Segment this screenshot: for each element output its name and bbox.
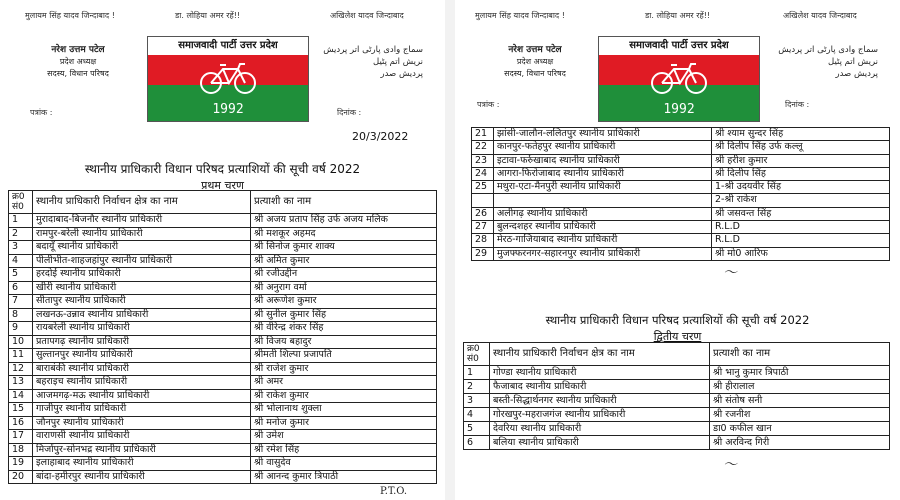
constituency-cell: आजमगढ़-मऊ स्थानीय प्राधिकारी [33,389,251,403]
party-flag-logo [598,36,760,122]
dinank-label: दिनांक : [785,100,810,109]
constituency-cell: मेरठ-गाजियाबाद स्थानीय प्राधिकारी [494,234,712,247]
constituency-cell: कानपुर-फतेहपुर स्थानीय प्राधिकारी [494,141,712,154]
table-row [9,443,437,457]
table-row [9,403,437,417]
candidate-cell: श्री विजय बहादुर [251,335,437,349]
col-constituency: स्थानीय प्राधिकारी निर्वाचन क्षेत्र का नाम [490,343,710,366]
constituency-cell: आगरा-फिरोजाबाद स्थानीय प्राधिकारी [494,167,712,180]
candidate-cell: श्री हरीश कुमार [712,154,890,167]
serial-cell: 25 [472,181,494,194]
table-row [9,295,437,309]
serial-cell: 8 [9,308,33,322]
slogan-left: मुलायम सिंह यादव जिन्दाबाद ! [475,11,565,20]
serial-cell [472,194,494,207]
serial-cell: 24 [472,167,494,180]
slogan-center: डा. लोहिया अमर रहें!! [175,11,241,20]
serial-cell: 26 [472,207,494,220]
table-row [9,335,437,349]
president-member: सदस्य, विधान परिषद [47,69,109,78]
constituency-cell: गाजीपुर स्थानीय प्राधिकारी [33,403,251,417]
flag-title: समाजवादी पार्टी उत्तर प्रदेश [148,39,308,53]
candidate-table-phase-2 [463,342,890,450]
president-role: प्रदेश अध्यक्ष [59,57,97,66]
table-row [9,281,437,295]
candidate-cell: श्री सिनोज कुमार शाक्य [251,241,437,255]
table-row [472,128,890,141]
phase-heading-2: द्वितीय चरण [653,330,702,343]
serial-cell: 6 [9,281,33,295]
col-candidate: प्रत्याशी का नाम [251,191,437,214]
signature-bottom: 〜 [723,457,737,473]
candidate-cell: श्री रमेश सिंह [251,443,437,457]
table-row [464,394,890,408]
flag-title: समाजवादी पार्टी उत्तर प्रदेश [599,39,759,53]
serial-cell: 7 [9,295,33,309]
constituency-cell: सीतापुर स्थानीय प्राधिकारी [33,295,251,309]
dinank-label: दिनांक : [337,108,362,117]
serial-cell: 4 [9,254,33,268]
candidate-cell: श्रीमती शिल्पा प्रजापति [251,349,437,363]
serial-cell: 18 [9,443,33,457]
constituency-cell: पीलीभीत-शाहजहांपुर स्थानीय प्राधिकारी [33,254,251,268]
candidate-cell: श्री वासुदेव [251,457,437,471]
constituency-cell: सुल्तानपुर स्थानीय प्राधिकारी [33,349,251,363]
serial-cell: 12 [9,362,33,376]
letterhead-right [318,44,423,80]
urdu-line-1: سماج وادی پارٹی اتر پردیش [778,45,878,55]
serial-cell: 29 [472,247,494,260]
serial-cell: 3 [464,394,490,408]
phase-heading: प्रथम चरण [201,179,244,192]
table-row [9,389,437,403]
table-row [9,308,437,322]
candidate-cell: श्री मनोज कुमार [251,416,437,430]
candidate-cell: श्री रजीउद्दीन [251,268,437,282]
table-row [472,154,890,167]
col-serial: क्र0 सं0 [9,191,33,214]
constituency-cell: झांसी-जालौन-ललितपुर स्थानीय प्राधिकारी [494,128,712,141]
constituency-cell: बहराइच स्थानीय प्राधिकारी [33,376,251,390]
urdu-line-3: پردیش صدر [380,69,423,79]
slogan-center: डा. लोहिया अमर रहें!! [645,11,711,20]
constituency-cell [494,194,712,207]
candidate-cell: श्री वीरेन्द्र शंकर सिंह [251,322,437,336]
serial-cell: 20 [9,470,33,484]
list-title: स्थानीय प्राधिकारी विधान परिषद प्रत्याशियों की सूची वर्ष 2022 [84,162,361,176]
table-row [9,241,437,255]
col-constituency: स्थानीय प्राधिकारी निर्वाचन क्षेत्र का नाम [33,191,251,214]
serial-cell: 5 [464,422,490,436]
constituency-cell: फैजाबाद स्थानीय प्राधिकारी [490,380,710,394]
serial-cell: 22 [472,141,494,154]
constituency-cell: मिर्जापुर-सोनभद्र स्थानीय प्राधिकारी [33,443,251,457]
candidate-cell: श्री मो0 आरिफ [712,247,890,260]
serial-cell: 28 [472,234,494,247]
table-row [9,457,437,471]
president-name: नरेश उत्तम पटेल [51,45,105,55]
serial-cell: 1 [9,214,33,228]
table-row [464,366,890,380]
candidate-cell: श्री अमित कुमार [251,254,437,268]
pto-note: P.T.O. [380,486,408,497]
constituency-cell: बांदा-हमीरपुर स्थानीय प्राधिकारी [33,470,251,484]
serial-cell: 15 [9,403,33,417]
constituency-cell: बदायूँ स्थानीय प्राधिकारी [33,241,251,255]
candidate-cell: श्री उमेश [251,430,437,444]
serial-cell: 16 [9,416,33,430]
serial-cell: 1 [464,366,490,380]
candidate-cell: श्री राजेश कुमार [251,362,437,376]
bicycle-icon [649,61,709,95]
candidate-cell: श्री अमर [251,376,437,390]
urdu-line-2: نریش اتم پٹیل [828,57,878,67]
serial-cell: 13 [9,376,33,390]
candidate-cell: श्री सुनील कुमार सिंह [251,308,437,322]
col-serial: क्र0 सं0 [464,343,490,366]
candidate-cell: श्री संतोष सनी [710,394,890,408]
candidate-cell: श्री मशकूर अहमद [251,227,437,241]
constituency-cell: लखनऊ-उन्नाव स्थानीय प्राधिकारी [33,308,251,322]
constituency-cell: मुजफ्फरनगर-सहारनपुर स्थानीय प्राधिकारी [494,247,712,260]
constituency-cell: खीरी स्थानीय प्राधिकारी [33,281,251,295]
list-title-phase-2: स्थानीय प्राधिकारी विधान परिषद प्रत्याशियों की सूची वर्ष 2022 [545,313,810,327]
constituency-cell: बलिया स्थानीय प्राधिकारी [490,436,710,450]
candidate-table-phase-1 [8,190,437,484]
candidate-cell: श्री दिलीप सिंह उर्फ कल्लू [712,141,890,154]
letterhead-right [773,44,878,80]
table-row [472,207,890,220]
serial-cell: 6 [464,436,490,450]
table-row [9,376,437,390]
table-row [472,141,890,154]
serial-cell: 14 [9,389,33,403]
serial-cell: 2 [9,227,33,241]
document-date: 20/3/2022 [352,130,409,143]
document-page-right [455,0,900,500]
table-row [472,234,890,247]
table-header-row [464,343,890,366]
constituency-cell: बाराबंकी स्थानीय प्राधिकारी [33,362,251,376]
serial-cell: 2 [464,380,490,394]
urdu-line-3: پردیش صدر [835,69,878,79]
slogan-right: अखिलेश यादव जिन्दाबाद [330,11,404,20]
serial-cell: 17 [9,430,33,444]
constituency-cell: इटावा-फर्रुखाबाद स्थानीय प्राधिकारी [494,154,712,167]
table-row [9,214,437,228]
col-candidate: प्रत्याशी का नाम [710,343,890,366]
serial-cell: 27 [472,221,494,234]
table-row [472,194,890,207]
table-row [9,322,437,336]
urdu-line-2: نریش اتم پٹیل [373,57,423,67]
constituency-cell: जौनपुर स्थानीय प्राधिकारी [33,416,251,430]
slogan-right: अखिलेश यादव जिन्दाबाद [783,11,857,20]
letterhead-left [485,44,585,80]
constituency-cell: रायबरेली स्थानीय प्राधिकारी [33,322,251,336]
table-row [9,268,437,282]
constituency-cell: वाराणसी स्थानीय प्राधिकारी [33,430,251,444]
constituency-cell: प्रतापगढ़ स्थानीय प्राधिकारी [33,335,251,349]
candidate-cell: श्री राकेश कुमार [251,389,437,403]
constituency-cell: गोण्डा स्थानीय प्राधिकारी [490,366,710,380]
constituency-cell: मथुरा-एटा-मैनपुरी स्थानीय प्राधिकारी [494,181,712,194]
candidate-cell: 1-श्री उदयवीर सिंह [712,181,890,194]
candidate-cell: श्री श्याम सुन्दर सिंह [712,128,890,141]
candidate-cell: श्री अरविन्द गिरी [710,436,890,450]
candidate-table-phase-1-continued [471,127,890,261]
constituency-cell: देवरिया स्थानीय प्राधिकारी [490,422,710,436]
constituency-cell: मुरादाबाद-बिजनौर स्थानीय प्राधिकारी [33,214,251,228]
slogan-left: मुलायम सिंह यादव जिन्दाबाद ! [25,11,115,20]
table-row [9,254,437,268]
candidate-cell: श्री आनन्द कुमार त्रिपाठी [251,470,437,484]
candidate-cell: R.L.D [712,234,890,247]
flag-year: 1992 [212,102,244,117]
serial-cell: 5 [9,268,33,282]
table-row [464,380,890,394]
table-row [472,247,890,260]
constituency-cell: अलीगढ़ स्थानीय प्राधिकारी [494,207,712,220]
candidate-cell: श्री अनुराग वर्मा [251,281,437,295]
candidate-cell: 2-श्री राकेश [712,194,890,207]
candidate-cell: श्री भोलानाथ शुक्ला [251,403,437,417]
candidate-cell: श्री हीरालाल [710,380,890,394]
candidate-cell: श्री अरूणेश कुमार [251,295,437,309]
table-row [472,221,890,234]
serial-cell: 10 [9,335,33,349]
table-row [464,422,890,436]
constituency-cell: हरदोई स्थानीय प्राधिकारी [33,268,251,282]
president-member: सदस्य, विधान परिषद [504,69,566,78]
president-role: प्रदेश अध्यक्ष [516,57,554,66]
bicycle-icon [198,61,258,95]
table-row [464,436,890,450]
flag-year: 1992 [663,102,695,117]
candidate-cell: श्री दिलीप सिंह [712,167,890,180]
table-header-row [9,191,437,214]
serial-cell: 11 [9,349,33,363]
patrank-label: पत्रांक : [30,108,53,117]
candidate-cell: डा0 कफील खान [710,422,890,436]
candidate-cell: श्री रजनीश [710,408,890,422]
candidate-cell: R.L.D [712,221,890,234]
table-row [472,167,890,180]
candidate-cell: श्री जसवन्त सिंह [712,207,890,220]
table-row [464,408,890,422]
constituency-cell: इलाहाबाद स्थानीय प्राधिकारी [33,457,251,471]
party-flag-logo [147,36,309,122]
serial-cell: 4 [464,408,490,422]
table-row [9,430,437,444]
signature-top: 〜 [723,265,737,281]
serial-cell: 3 [9,241,33,255]
urdu-line-1: سماج وادی پارٹی اتر پردیش [323,45,423,55]
table-row [9,227,437,241]
letterhead-left [28,44,128,80]
serial-cell: 23 [472,154,494,167]
serial-cell: 19 [9,457,33,471]
serial-cell: 21 [472,128,494,141]
table-row [9,416,437,430]
constituency-cell: बस्ती-सिद्धार्थनगर स्थानीय प्राधिकारी [490,394,710,408]
candidate-cell: श्री अजय प्रताप सिंह उर्फ अजय मलिक [251,214,437,228]
table-row [472,181,890,194]
document-page-left [0,0,445,500]
candidate-cell: श्री भानु कुमार त्रिपाठी [710,366,890,380]
serial-cell: 9 [9,322,33,336]
table-row [9,470,437,484]
president-name: नरेश उत्तम पटेल [508,45,562,55]
constituency-cell: बुलन्दशहर स्थानीय प्राधिकारी [494,221,712,234]
page-gap [445,0,455,500]
patrank-label: पत्रांक : [477,100,500,109]
table-row [9,362,437,376]
table-row [9,349,437,363]
constituency-cell: रामपुर-बरेली स्थानीय प्राधिकारी [33,227,251,241]
constituency-cell: गोरखपुर-महराजगंज स्थानीय प्राधिकारी [490,408,710,422]
